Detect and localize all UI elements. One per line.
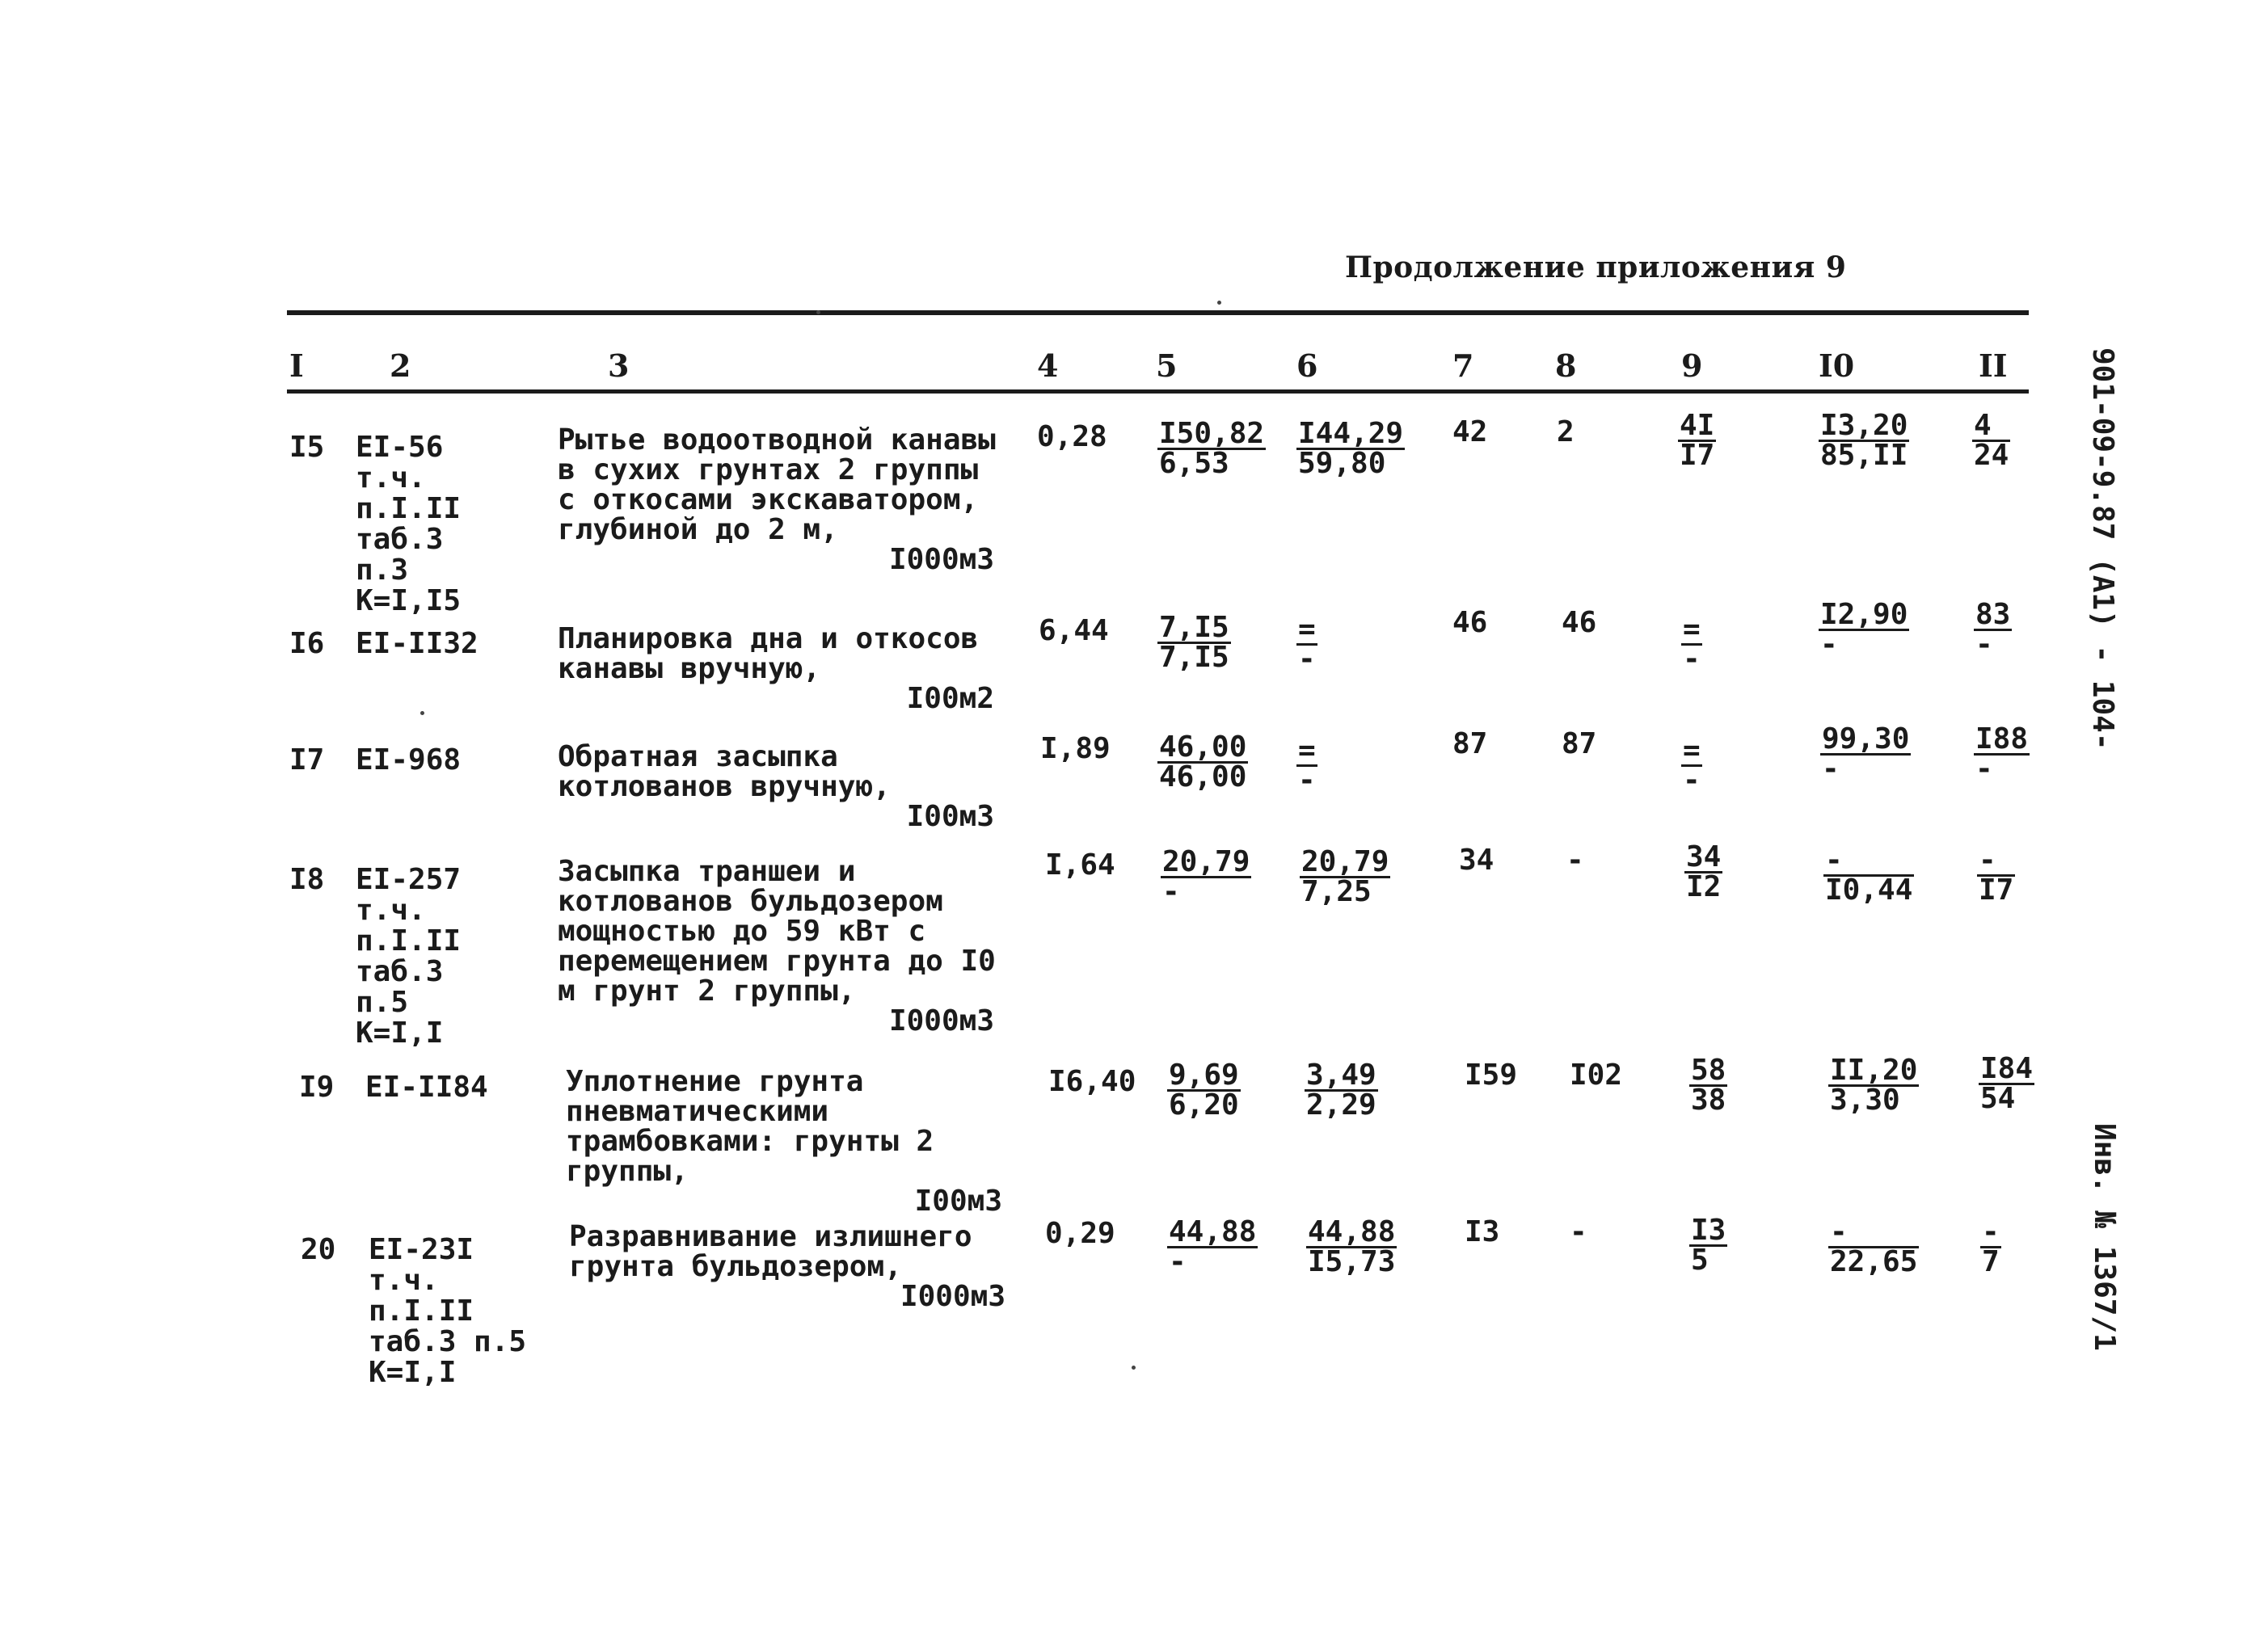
row-15-desc-text: Рытье водоотводной канавы в сухих грунтах 2 группы с откосами экскаватором, глубиной до 2 м, [558,423,996,546]
row-20-col-10-den: 22,65 [1830,1245,1918,1278]
row-16-col-10 [1819,598,1909,661]
col-header-3: 3 [608,347,630,384]
row-18-col-5-num: 20,79 [1162,845,1250,878]
row-17-col-7: 87 [1452,727,1488,760]
row-16-col-10-den: - [1820,628,1838,661]
row-16-unit: I00м2 [906,682,994,715]
row-19-col-11-num: I84 [1980,1052,2034,1085]
row-18-description [558,857,1010,1036]
row-18-col-9-den: I2 [1686,870,1722,903]
row-15-col-6-num: I44,29 [1298,417,1404,450]
row-20-description [569,1222,1022,1311]
row-16-col-9-den: - [1683,642,1701,676]
row-15-col-7: 42 [1452,415,1488,448]
row-17-col-6-den: - [1298,764,1316,797]
row-16-col-9 [1681,612,1702,676]
row-17-description [558,742,1010,831]
row-17-col-6 [1296,734,1317,797]
row-15-col-5-den: 6,53 [1159,447,1229,480]
side-inventory-number: Инв. № 1367/1 [2088,1123,2121,1351]
col-header-8: 8 [1555,347,1577,384]
row-15-col-5 [1157,417,1266,480]
row-19-number: I9 [299,1071,335,1104]
row-17-col-9-den: - [1683,764,1701,797]
scan-speck [816,310,820,314]
row-15-col-9 [1678,409,1716,472]
row-20-col-6 [1306,1215,1397,1278]
row-19-col-9 [1689,1054,1727,1117]
row-16-desc-text: Планировка дна и откосов канавы вручную, [558,622,979,685]
row-18-number: I8 [289,863,325,896]
col-header-6: 6 [1296,347,1318,384]
row-20-col-4: 0,29 [1045,1217,1115,1250]
row-19-unit: I00м3 [914,1185,1002,1218]
row-20-col-9-num: I3 [1691,1214,1726,1247]
row-16-number: I6 [289,627,325,660]
row-18-col-9 [1684,840,1722,903]
row-20-col-9 [1689,1214,1727,1277]
row-18-col-10 [1823,844,1914,907]
row-19-col-5 [1167,1059,1241,1122]
header-rule [287,389,2029,394]
row-19-col-6-num: 3,49 [1306,1059,1376,1092]
row-17-col-10-num: 99,30 [1822,722,1910,756]
row-18-col-6 [1300,845,1390,908]
row-19-description [566,1067,1018,1216]
row-17-col-4: I,89 [1040,732,1111,765]
row-17-col-11-num: I88 [1975,722,2029,756]
row-20-col-11-num: - [1982,1215,2000,1248]
row-19-col-5-num: 9,69 [1169,1059,1239,1092]
row-19-col-10 [1828,1054,1919,1117]
row-18-col-11 [1977,844,2015,907]
row-16-col-7: 46 [1452,606,1488,639]
row-15-number: I5 [289,431,325,464]
row-18-unit: I000м3 [888,1004,994,1038]
col-header-10: I0 [1819,347,1855,384]
row-17-col-11-den: - [1975,752,1993,785]
row-17-col-6-num: = [1298,734,1316,767]
row-20-code: EI-23I т.ч. п.I.II таб.3 п.5 К=I,I [369,1233,527,1389]
row-20-col-5-num: 44,88 [1169,1215,1257,1248]
row-16-col-8: 46 [1562,606,1597,639]
col-header-9: 9 [1681,347,1703,384]
row-17-col-5-num: 46,00 [1159,730,1247,764]
row-15-col-10 [1819,409,1909,472]
row-20-col-8: - [1570,1215,1587,1248]
row-19-col-6-den: 2,29 [1306,1088,1376,1122]
row-19-col-9-den: 38 [1691,1084,1726,1117]
row-19-col-7: I59 [1465,1059,1518,1092]
row-18-col-10-den: I0,44 [1825,873,1913,907]
row-15-unit: I000м3 [888,543,994,576]
col-header-11: II [1979,347,2008,384]
row-20-col-7: I3 [1465,1215,1500,1248]
row-20-unit: I000м3 [900,1280,1005,1313]
row-20-col-6-den: I5,73 [1308,1245,1396,1278]
row-15-col-8: 2 [1557,415,1575,448]
row-19-col-8: I02 [1570,1059,1623,1092]
row-19-desc-text: Уплотнение грунта пневматическими трамбовками: грунты 2 группы, [566,1065,934,1188]
row-17-col-11 [1974,722,2030,785]
row-20-col-6-num: 44,88 [1308,1215,1396,1248]
row-17-col-5-den: 46,00 [1159,760,1247,793]
row-18-col-5 [1161,845,1251,908]
row-16-code: EI-II32 [356,627,478,660]
col-header-5: 5 [1156,347,1178,384]
row-17-col-10 [1820,722,1911,785]
row-16-col-5-den: 7,I5 [1159,641,1229,674]
row-16-col-5-num: 7,I5 [1159,611,1229,644]
row-16-col-10-num: I2,90 [1820,598,1908,631]
col-header-4: 4 [1037,347,1059,384]
col-header-1: I [289,347,304,384]
row-15-col-5-num: I50,82 [1159,417,1265,450]
row-18-col-4: I,64 [1045,848,1115,882]
row-17-col-9-num: = [1683,734,1701,767]
row-17-desc-text: Обратная засыпка котлованов вручную, [558,740,891,803]
row-18-col-7: 34 [1459,844,1494,877]
top-rule [287,310,2029,315]
row-20-col-5-den: - [1169,1245,1187,1278]
row-18-col-5-den: - [1162,875,1180,908]
row-19-col-4: I6,40 [1048,1065,1136,1098]
row-20-col-10-num: - [1828,1219,1919,1248]
row-16-col-9-num: = [1683,612,1701,646]
row-15-description [558,425,1010,575]
row-18-col-9-num: 34 [1686,840,1722,873]
row-16-col-11-num: 83 [1975,598,2011,631]
row-19-col-11 [1979,1052,2034,1115]
row-19-col-10-den: 3,30 [1830,1084,1900,1117]
row-18-col-11-num: - [1977,847,2015,877]
row-19-col-10-num: II,20 [1830,1054,1918,1087]
row-19-col-6 [1305,1059,1378,1122]
row-20-col-9-den: 5 [1691,1244,1709,1277]
row-15-col-9-den: I7 [1680,439,1715,472]
row-15-col-6 [1296,417,1405,480]
row-16-col-6-num: = [1298,612,1316,646]
row-15-code: EI-56 т.ч. п.I.II таб.3 п.3 К=I,I5 [356,431,462,617]
scan-speck [1217,301,1221,305]
row-17-col-9 [1681,734,1702,797]
col-header-7: 7 [1452,347,1474,384]
row-15-col-11-den: 24 [1974,439,2009,472]
row-18-desc-text: Засыпка траншеи и котлованов бульдозером мощностью до 59 кВт с перемещением грунта до I0 м грунт 2 группы, [558,855,996,1008]
row-20-col-11-den: 7 [1982,1245,2000,1278]
row-18-col-11-den: I7 [1979,873,2014,907]
row-15-col-9-num: 4I [1680,409,1715,442]
row-15-col-11 [1972,409,2010,472]
row-15-col-11-num: 4 [1972,412,2010,442]
row-19-col-9-num: 58 [1691,1054,1726,1087]
row-18-col-10-num: - [1823,847,1914,877]
col-header-2: 2 [390,347,411,384]
row-20-number: 20 [301,1233,336,1266]
row-16-description [558,624,1010,713]
row-20-col-5 [1167,1215,1258,1278]
row-20-col-10 [1828,1215,1919,1278]
row-17-col-10-den: - [1822,752,1840,785]
side-document-code: 901-09-9.87 (А1) - 104- [2086,347,2119,751]
row-19-code: EI-II84 [365,1071,488,1104]
row-18-code: EI-257 т.ч. п.I.II таб.3 п.5 К=I,I [356,863,462,1050]
scan-speck [420,711,424,715]
row-19-col-11-den: 54 [1980,1082,2016,1115]
row-20-col-11 [1980,1215,2001,1278]
row-15-col-4: 0,28 [1037,420,1107,453]
row-17-col-8: 87 [1562,727,1597,760]
row-16-col-6 [1296,612,1317,676]
row-18-col-6-den: 7,25 [1301,875,1372,908]
row-19-col-5-den: 6,20 [1169,1088,1239,1122]
row-15-col-10-den: 85,II [1820,439,1908,472]
row-17-unit: I00м3 [906,800,994,833]
row-15-col-10-num: I3,20 [1820,409,1908,442]
row-16-col-6-den: - [1298,642,1316,676]
row-16-col-11-den: - [1975,628,1993,661]
row-15-col-6-den: 59,80 [1298,447,1386,480]
row-16-col-4: 6,44 [1039,614,1109,647]
row-17-code: EI-968 [356,743,462,777]
row-18-col-8: - [1566,844,1584,877]
row-17-number: I7 [289,743,325,777]
row-18-col-6-num: 20,79 [1301,845,1389,878]
row-16-col-11 [1974,598,2012,661]
scan-speck [1132,1366,1136,1370]
row-17-col-5 [1157,730,1248,793]
row-16-col-5 [1157,611,1231,674]
row-20-desc-text: Разравнивание излишнего грунта бульдозером, [569,1220,972,1283]
page-caption: Продолжение приложения 9 [1345,250,1847,284]
